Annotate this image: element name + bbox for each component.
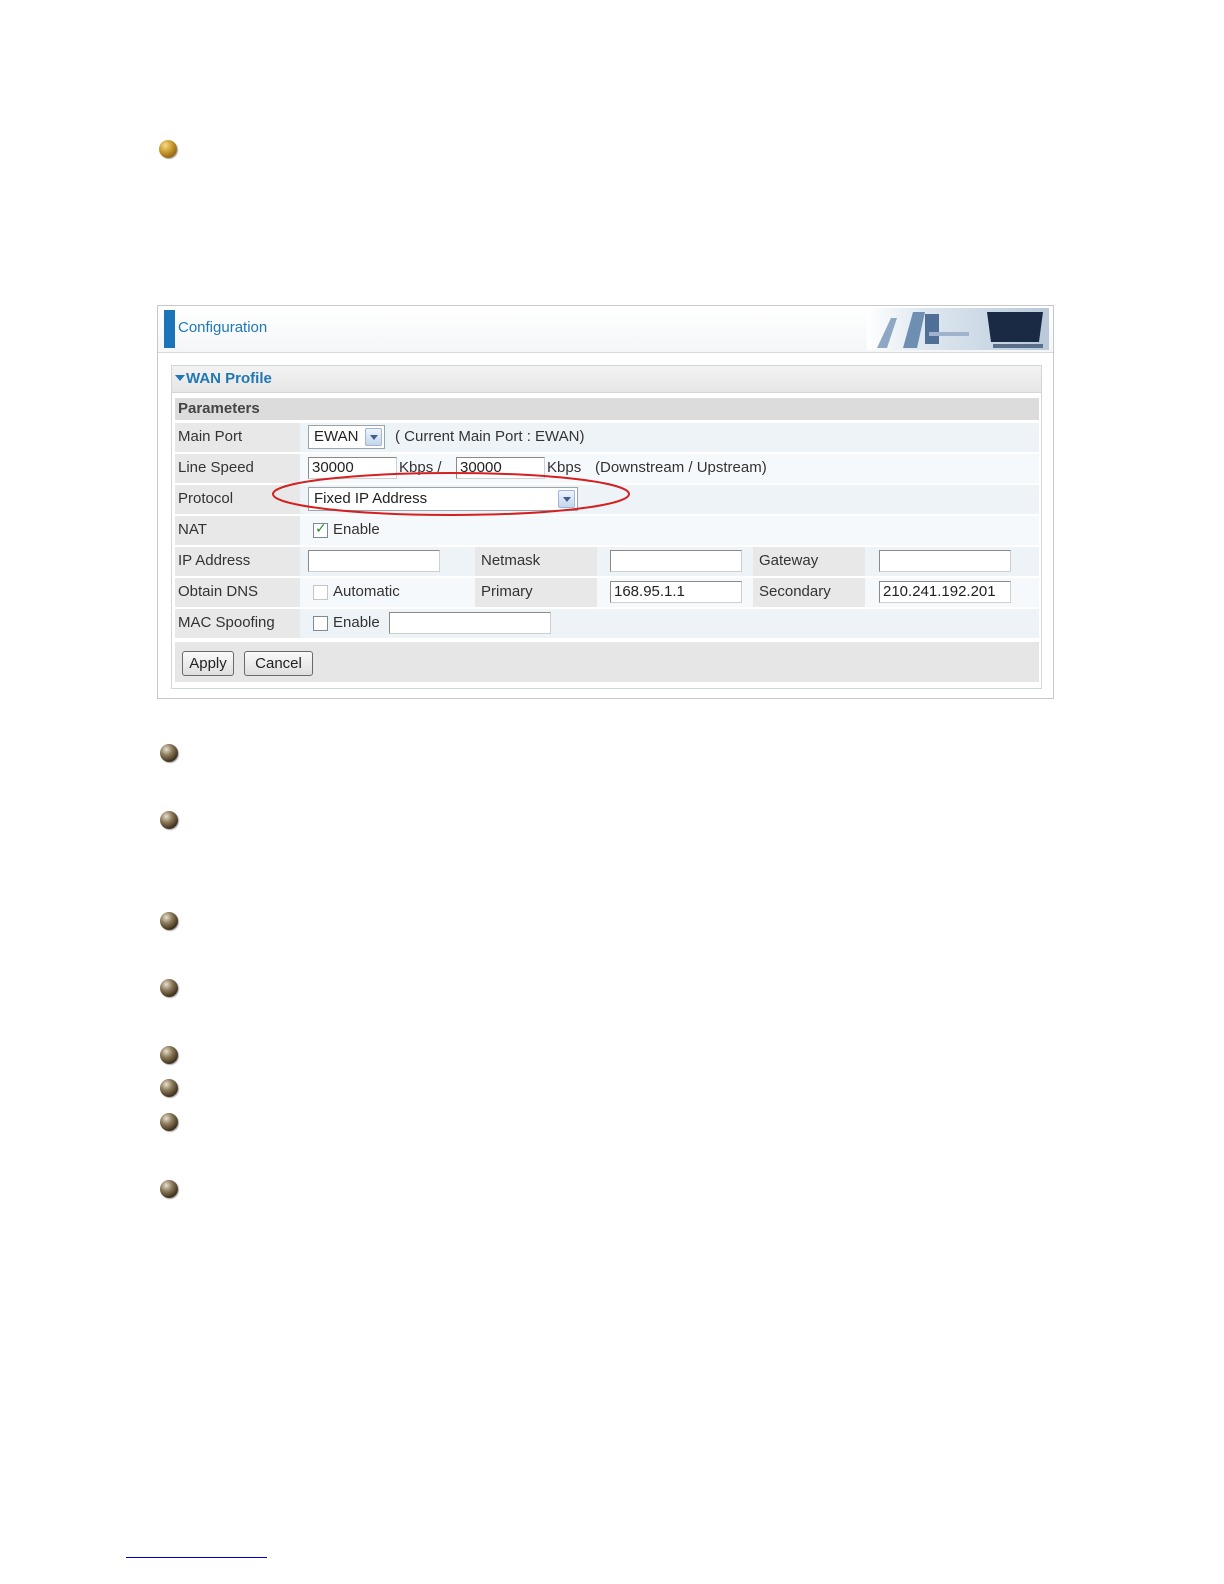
wan-profile-title: WAN Profile: [186, 370, 272, 387]
parameters-label: Parameters: [178, 400, 260, 417]
cancel-button[interactable]: Cancel: [244, 651, 313, 676]
label-cell: [175, 516, 300, 545]
primary-label-cell: [475, 578, 597, 607]
ip-address-row: [175, 547, 1039, 576]
dns-automatic-label: Automatic: [333, 583, 400, 600]
gateway-input[interactable]: [879, 550, 1011, 572]
button-row: [175, 642, 1039, 682]
kbps-unit-label: Kbps: [547, 459, 582, 476]
line-speed-row: [175, 454, 1039, 483]
downstream-upstream-note: (Downstream / Upstream): [595, 459, 767, 476]
mac-spoofing-enable-label: Enable: [333, 614, 380, 631]
bullet-icon: [160, 811, 178, 829]
kbps-separator-label: Kbps /: [399, 459, 442, 476]
nat-enable-label: Enable: [333, 521, 380, 538]
parameters-header: [175, 398, 1039, 420]
office-banner-icon: [867, 308, 1049, 350]
footer-link-underline[interactable]: [126, 1557, 267, 1558]
chevron-down-icon[interactable]: [558, 490, 575, 508]
mac-address-input[interactable]: [389, 612, 551, 634]
gold-bullet-icon: [159, 140, 177, 158]
secondary-dns-label: Secondary: [759, 583, 831, 600]
bullet-icon: [160, 979, 178, 997]
chevron-down-icon[interactable]: [365, 428, 382, 446]
protocol-value: Fixed IP Address: [314, 490, 428, 507]
label-cell: [175, 485, 300, 514]
nat-enable-checkbox[interactable]: [313, 523, 328, 538]
dns-automatic-checkbox[interactable]: [313, 585, 328, 600]
label-cell: [175, 578, 300, 607]
mac-spoofing-row: [175, 609, 1039, 638]
secondary-dns-input[interactable]: 210.241.192.201: [879, 581, 1011, 603]
protocol-label: Protocol: [178, 490, 234, 507]
bullet-icon: [160, 744, 178, 762]
panel-title: Configuration: [178, 319, 268, 336]
primary-dns-label: Primary: [481, 583, 533, 600]
gateway-label: Gateway: [759, 552, 819, 569]
netmask-label-cell: [475, 547, 597, 576]
panel-header: [158, 306, 1053, 353]
primary-dns-input[interactable]: 168.95.1.1: [610, 581, 742, 603]
main-port-select[interactable]: [308, 425, 385, 449]
configuration-panel: [157, 305, 1054, 699]
label-cell: [175, 609, 300, 638]
protocol-select[interactable]: [308, 487, 578, 511]
obtain-dns-row: [175, 578, 1039, 607]
label-cell: [175, 547, 300, 576]
label-cell: [175, 423, 300, 452]
ip-address-label: IP Address: [178, 552, 251, 569]
header-accent-bar: [164, 310, 175, 348]
mac-spoofing-label: MAC Spoofing: [178, 614, 275, 631]
bullet-icon: [160, 1113, 178, 1131]
ip-address-input[interactable]: [308, 550, 440, 572]
protocol-row: [175, 485, 1039, 514]
bullet-icon: [160, 1046, 178, 1064]
downstream-speed-input[interactable]: 30000: [308, 457, 397, 479]
nat-row: [175, 516, 1039, 545]
wan-profile-header[interactable]: [172, 366, 1041, 393]
upstream-speed-input[interactable]: 30000: [456, 457, 545, 479]
secondary-label-cell: [753, 578, 865, 607]
line-speed-label: Line Speed: [178, 459, 254, 476]
main-port-label: Main Port: [178, 428, 243, 445]
nat-label: NAT: [178, 521, 207, 538]
gateway-label-cell: [753, 547, 865, 576]
main-port-row: [175, 423, 1039, 452]
bullet-icon: [160, 912, 178, 930]
main-port-value: EWAN: [314, 428, 359, 445]
wan-profile-box: [171, 365, 1042, 689]
current-main-port-note: ( Current Main Port : EWAN): [395, 428, 585, 445]
mac-spoofing-checkbox[interactable]: [313, 616, 328, 631]
netmask-input[interactable]: [610, 550, 742, 572]
netmask-label: Netmask: [481, 552, 541, 569]
collapse-caret-icon[interactable]: [175, 375, 185, 381]
label-cell: [175, 454, 300, 483]
bullet-icon: [160, 1180, 178, 1198]
apply-button[interactable]: Apply: [182, 651, 234, 676]
obtain-dns-label: Obtain DNS: [178, 583, 259, 600]
bullet-icon: [160, 1079, 178, 1097]
